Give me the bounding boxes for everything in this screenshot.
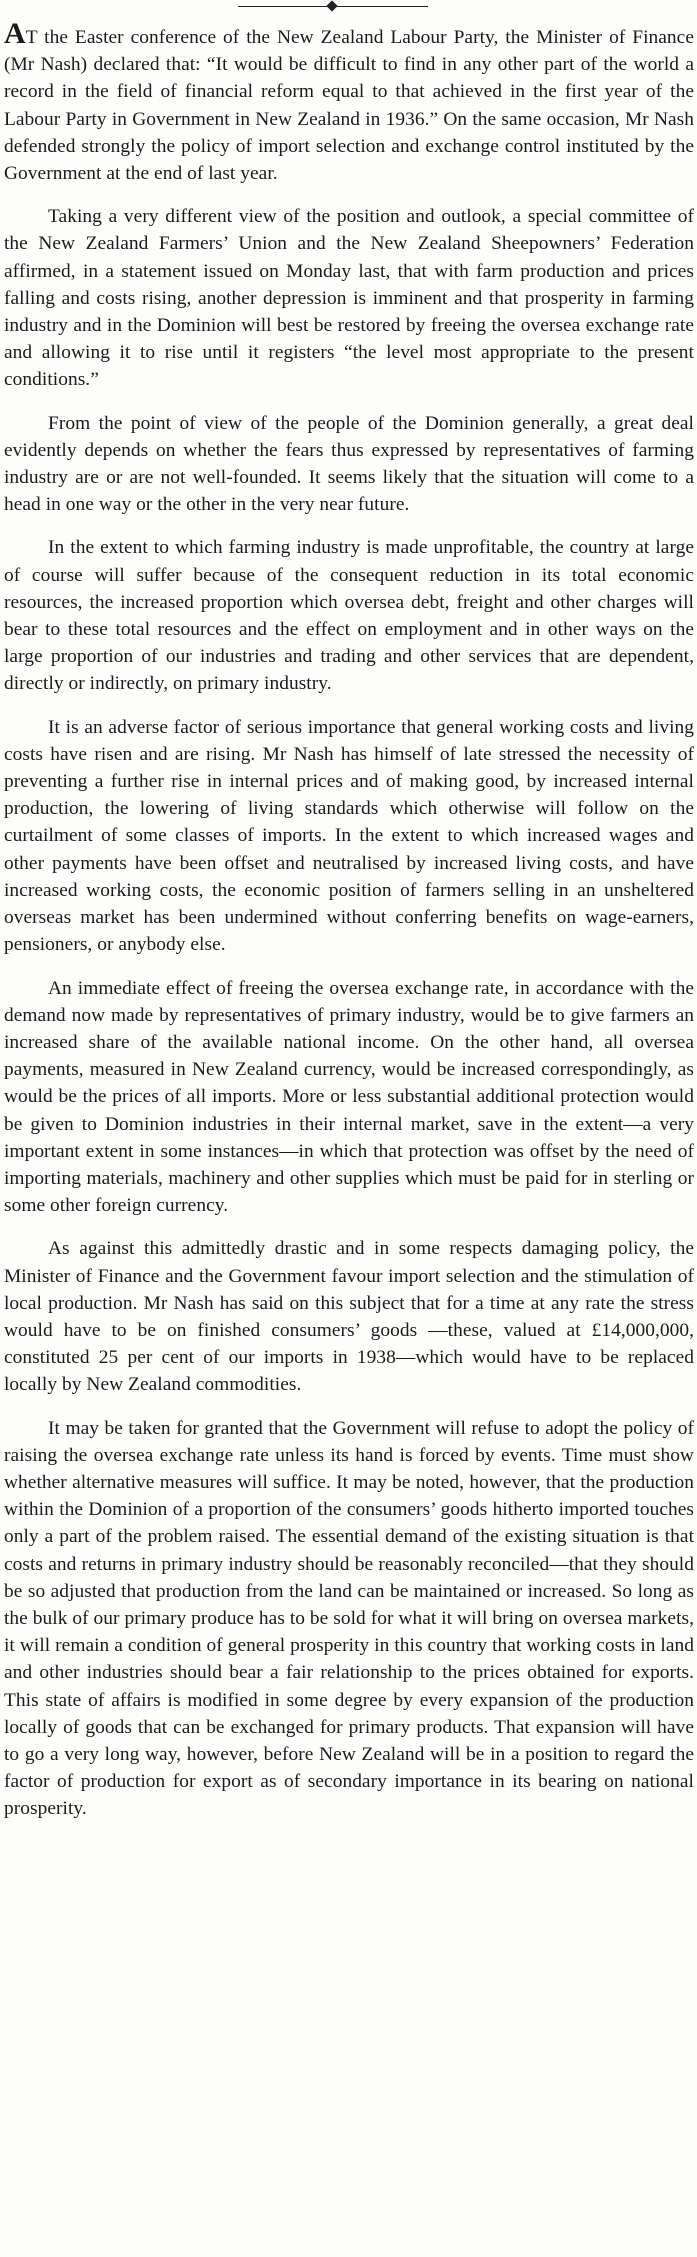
paragraph-6: An immediate effect of freeing the oversea exchange rate, in accordance with the demand now made by representatives of primary industry, would be to give farmers an increased share of the available national income. On the other hand, all oversea payments, measured in New Zealand currency, would be increased correspondingly, as would be the prices of all imports. More or less substantial additional protection would be given to Dominion industries in their internal market, save in the extent—a very important extent in some instances—in which that protection was offset by the need of importing materials, machinery and other supplies which must be paid for in sterling or some other foreign currency. <box>4 977 694 1217</box>
paragraph-1-text: T the Easter conference of the New Zealand Labour Party, the Minister of Finance (Mr Nash) declared that: “It would be difficult to find in any other part of the world a record in the field of financial reform equal to that achieved in the first year of the Labour Party in Government in New Zealand in 1936.” On the same occasion, Mr Nash defended strongly the policy of import selection and exchange control instituted by the Government at the end of last year. <box>4 27 694 185</box>
ornament-diamond-icon <box>326 0 337 11</box>
paragraph-4: In the extent to which farming industry is made unprofitable, the country at large of course will suffer because of the consequent reduction in its total economic resources, the increased proportion which oversea debt, freight and other charges will bear to these total resources and the effect on employment and in other ways on the large proportion of our industries and trading and other services that are dependent, directly or indirectly, on primary industry. <box>4 537 694 695</box>
paragraph-8: It may be taken for granted that the Government will refuse to adopt the policy of raising the oversea exchange rate unless its hand is forced by events. Time must show whether alternative measures will suffice. It may be noted, however, that the production within the Dominion of a proportion of the consumers’ goods hitherto imported touches only a part of the problem raised. The essential demand of the existing situation is that costs and returns in primary industry should be reasonably reconciled—that they should be so adjusted that production from the land can be maintained or increased. So long as the bulk of our primary produce has to be sold for what it will bring on oversea markets, it will remain a condition of general prosperity in this country that working costs in land and other industries should bear a fair relationship to the prices obtained for exports. This state of affairs is modified in some degree by every expansion of the production locally of goods that can be exchanged for primary products. That expansion will have to go a very long way, however, before New Zealand will be in a position to regard the factor of production for export as of secondary importance in its bearing on national prosperity. <box>4 1417 694 1820</box>
paragraph-7: As against this admittedly drastic and in some respects damaging policy, the Minister of Finance and the Government favour import selection and the stimulation of local production. Mr Nash has said on this subject that for a time at any rate the stress would have to be on finished consumers’ goods —these, valued at £14,000,000, constituted 25 per cent of our imports in 1938—which would have to be replaced locally by New Zealand commodities. <box>4 1238 694 1396</box>
paragraph-3: From the point of view of the people of the Dominion generally, a great deal evidently depends on whether the fears thus expressed by representatives of farming industry are or are not well-founded. It seems likely that the situation will come to a head in one way or the other in the very near future. <box>4 412 694 516</box>
editorial-article <box>4 17 694 1839</box>
paragraph-1 <box>4 17 694 187</box>
paragraph-5: It is an adverse factor of serious importance that general working costs and living costs have risen and are rising. Mr Nash has himself of late stressed the necessity of preventing a further rise in internal prices and of making good, by increased internal production, the lowering of living standards which otherwise will follow on the curtailment of some classes of imports. In the extent to which increased wages and other payments have been offset and neutralised by increased living costs, and have increased working costs, the economic position of farmers selling in an unsheltered overseas market has been undermined without conferring benefits on wage-earners, pensioners, or anybody else. <box>4 716 694 956</box>
drop-cap: A <box>4 17 26 50</box>
paragraph-2: Taking a very different view of the position and outlook, a special committee of the New Zealand Farmers’ Union and the New Zealand Sheepowners’ Federation affirmed, in a statement issued on Monday last, that with farm production and prices falling and costs rising, another depression is imminent and that prosperity in farming industry and in the Dominion will best be restored by freeing the oversea exchange rate and allowing it to rise until it registers “the level most appropriate to the present conditions.” <box>4 206 694 391</box>
